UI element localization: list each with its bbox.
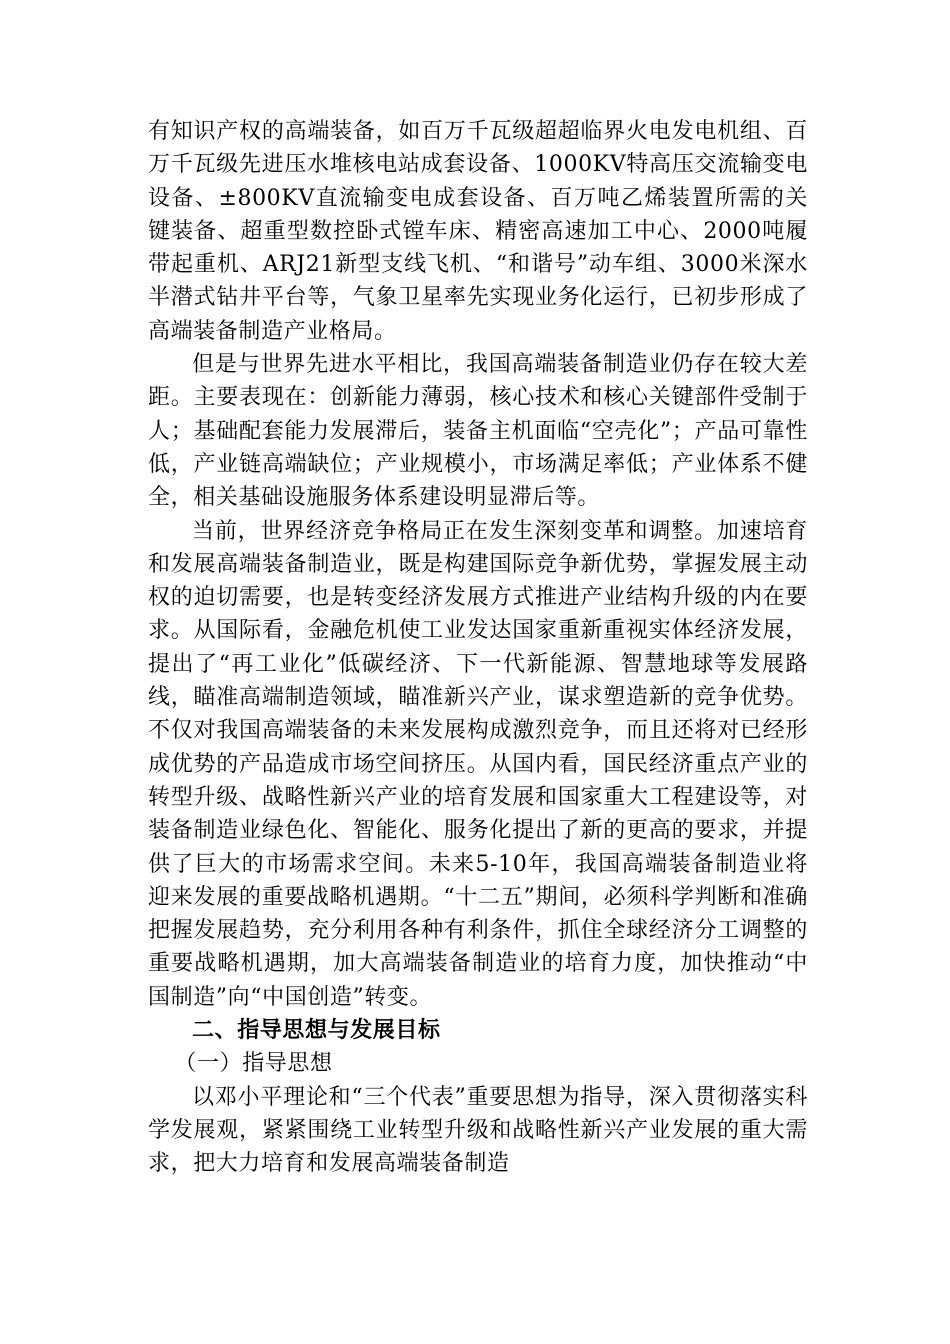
paragraph-guiding-ideology: 以邓小平理论和“三个代表”重要思想为指导，深入贯彻落实科学发展观，紧紧围绕工业转型升级和战略性新兴产业发展的重大需求，把大力培育和发展高端装备制造	[148, 1084, 808, 1177]
paragraph-gap-with-world: 但是与世界先进水平相比，我国高端装备制造业仍存在较大差距。主要表现在：创新能力薄弱，核心技术和核心关键部件受制于人；基础配套能力发展滞后，装备主机面临“空壳化”；产品可靠性低，产业链高端缺位；产业规模小，市场满足率低；产业体系不健全，相关基础设施服务体系建设明显滞后等。	[148, 352, 808, 511]
paragraph-equipment-achievements: 有知识产权的高端装备，如百万千瓦级超超临界火电发电机组、百万千瓦级先进压水堆核电站成套设备、1000KV特高压交流输变电设备、±800KV直流输变电成套设备、百万吨乙烯装置所需的关键装备、超重型数控卧式镗车床、精密高速加工中心、2000吨履带起重机、ARJ21新型支线飞机、“和谐号”动车组、3000米深水半潜式钻井平台等，气象卫星率先实现业务化运行，已初步形成了高端装备制造产业格局。	[148, 119, 808, 344]
section-heading: 二、指导思想与发展目标	[192, 1018, 441, 1044]
subsection-heading: （一）指导思想	[174, 1051, 333, 1077]
paragraph-current-situation: 当前，世界经济竞争格局正在发生深刻变革和调整。加速培育和发展高端装备制造业，既是构建国际竞争新优势，掌握发展主动权的迫切需要，也是转变经济发展方式推进产业结构升级的内在要求。从国际看，金融危机使工业发达国家重新重视实体经济发展，提出了“再工业化”低碳经济、下一代新能源、智慧地球等发展路线，瞄准高端制造领域，瞄准新兴产业，谋求塑造新的竞争优势。不仅对我国高端装备的未来发展构成激烈竞争，而且还将对已经形成优势的产品造成市场空间挤压。从国内看，国民经济重点产业的转型升级、战略性新兴产业的培育发展和国家重大工程建设等，对装备制造业绿色化、智能化、服务化提出了新的更高的要求，并提供了巨大的市场需求空间。未来5-10年，我国高端装备制造业将迎来发展的重要战略机遇期。“十二五”期间，必须科学判断和准确把握发展趋势，充分利用各种有利条件，抓住全球经济分工调整的重要战略机遇期，加大高端装备制造业的培育力度，加快推动“中国制造”向“中国创造”转变。	[148, 518, 808, 1010]
document-page	[148, 115, 808, 1181]
